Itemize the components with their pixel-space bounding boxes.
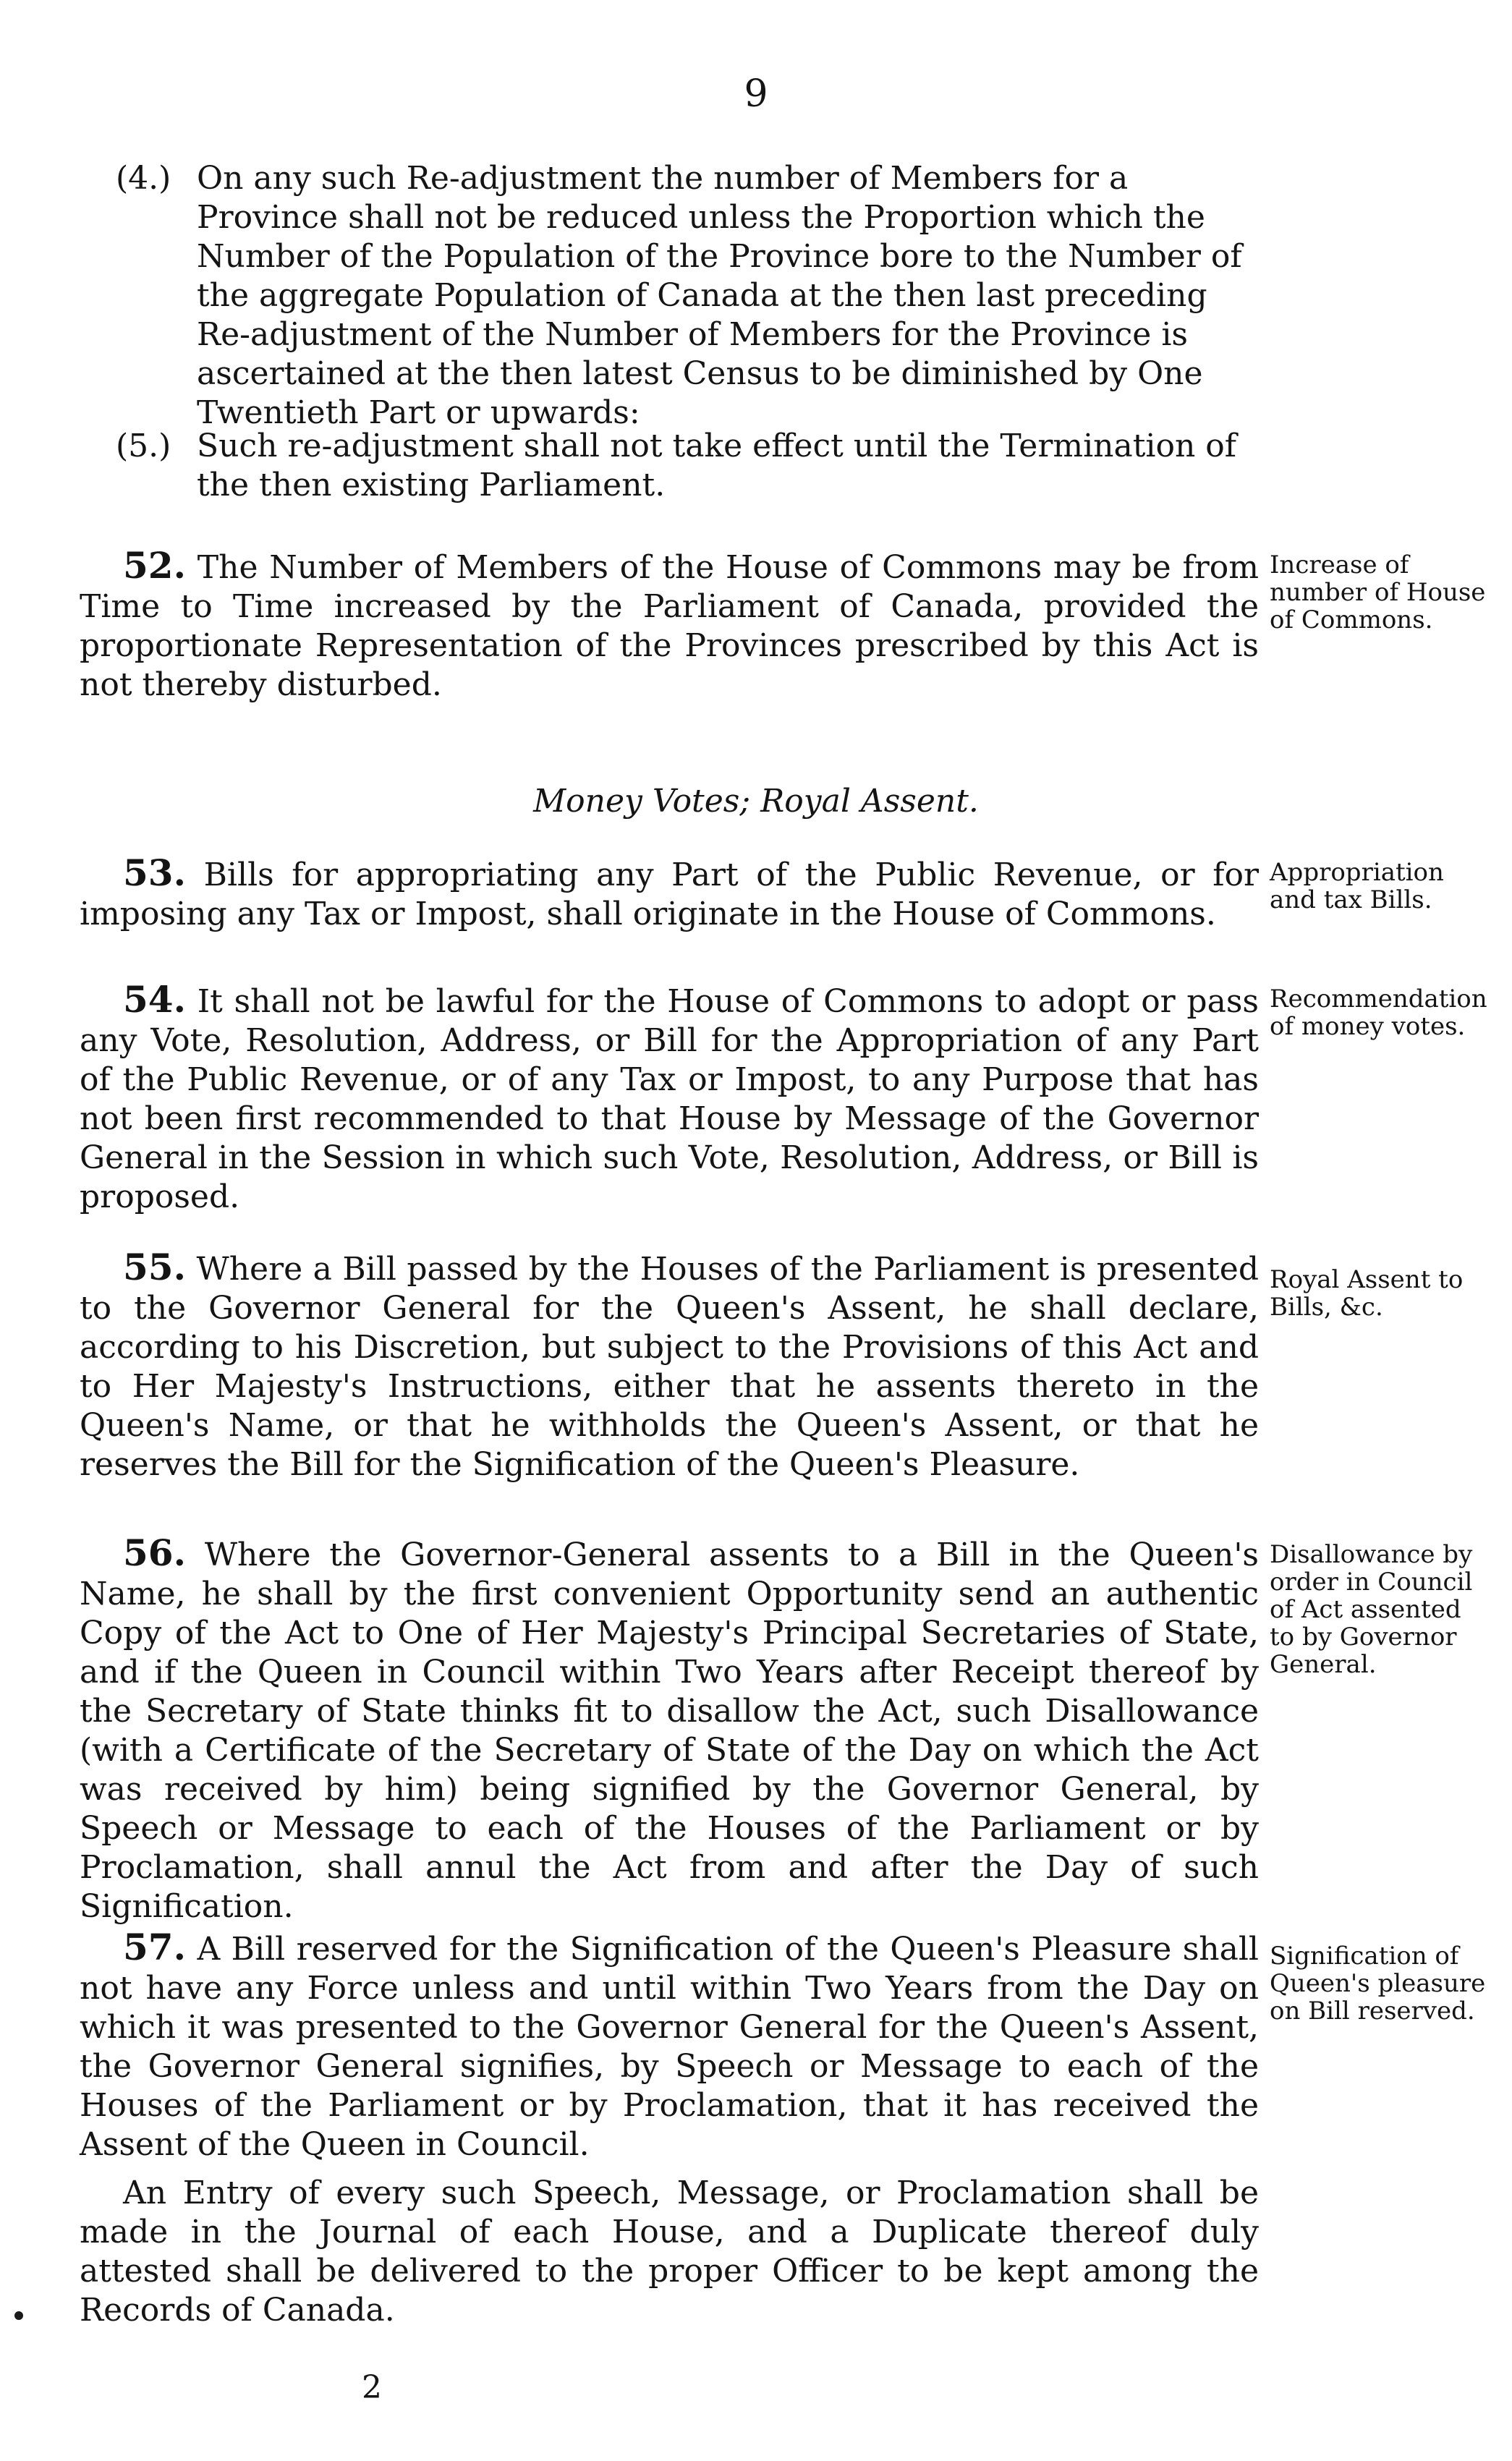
section-heading: Money Votes; Royal Assent. <box>533 783 979 820</box>
section-number: 57. <box>123 1926 186 1968</box>
marginal-note-55: Royal Assent to Bills, &c. <box>1270 1265 1464 1322</box>
closing-paragraph: An Entry of every such Speech, Message, or Proclamation shall be made in the Journal of each House, and a Duplicate thereof duly attested shall be delivered to the proper Officer to be kept among the Records of Canada. <box>80 2175 1259 2329</box>
section-number: 53. <box>123 851 186 894</box>
section-text: It shall not be lawful for the House of Commons to adopt or pass any Vote, Resolution, Address, or Bill for the Appropriation of any Part of the Public Revenue, or of any Tax or Impost, to any Purpose that has not been first recommended to that House by Message of the Governor General in the Session in which such Vote, Resolution, Address, or Bill is proposed. <box>80 983 1259 1215</box>
signature-mark: 2 <box>362 2369 382 2406</box>
margin-dot-mark <box>14 2311 23 2320</box>
page-number: 9 <box>744 72 768 116</box>
section-text: Where a Bill passed by the Houses of the Parliament is presented to the Governor General for the Queen's Assent, he shall declare, according to his Discretion, but subject to the Provisions of this Act and to Her Majesty's Instructions, either that he assents thereto in the Queen's Name, or that he withholds the Queen's Assent, or that he reserves the Bill for the Signification of the Queen's Pleasure. <box>80 1251 1259 1483</box>
section-57 <box>80 1928 1259 2164</box>
section-56 <box>80 1531 1259 1926</box>
marginal-note-57: Signification of Queen's pleasure on Bill reserved. <box>1270 1942 1486 2026</box>
section-number: 55. <box>123 1246 186 1288</box>
subsection-4 <box>116 159 1244 433</box>
subsection-text: Such re-adjustment shall not take effect until the Termination of the then existing Parliament. <box>197 428 1237 503</box>
section-text: Bills for appropriating any Part of the Public Revenue, or for imposing any Tax or Impost, shall originate in the House of Commons. <box>80 857 1260 932</box>
subsection-text: On any such Re-adjustment the number of Members for a Province shall not be reduced unless the Proportion which the Number of the Population of the Province bore to the Number of the aggregate Population of Canada at the then last preceding Re-adjustment of the Number of Members for the Province is ascertained at the then latest Census to be diminished by One Twentieth Part or upwards: <box>197 160 1242 431</box>
section-54 <box>80 980 1259 1217</box>
section-text: The Number of Members of the House of Commons may be from Time to Time increased by the Parliament of Canada, provided the proportionate Representation of the Provinces prescribed by this Act is not thereby disturbed. <box>80 549 1259 703</box>
section-52 <box>80 546 1259 705</box>
marginal-note-56: Disallowance by order in Council of Act assented to by Governor General. <box>1270 1540 1473 1679</box>
marginal-note-53: Appropriation and tax Bills. <box>1270 858 1444 914</box>
section-number: 52. <box>123 544 186 587</box>
section-text: Where the Governor-General assents to a Bill in the Queen's Name, he shall by the first convenient Opportunity send an authentic Copy of the Act to One of Her Majesty's Principal Secretaries of State, and if the Queen in Council within Two Years after Receipt thereof by the Secretary of State thinks fit to disallow the Act, such Disallowance (with a Certificate of the Secretary of State of the Day on which the Act was received by him) being signified by the Governor General, by Speech or Message to each of the Houses of the Parliament or by Proclamation, shall annul the Act from and after the Day of such Signification. <box>80 1536 1259 1925</box>
section-55 <box>80 1248 1259 1484</box>
section-text: A Bill reserved for the Signification of the Queen's Pleasure shall not have any Force unless and until within Two Years from the Day on which it was presented to the Governor General for the Queen's Assent, the Governor General signifies, by Speech or Message to each of the Houses of the Parliament or by Proclamation, that it has received the Assent of the Queen in Council. <box>80 1931 1259 2163</box>
marginal-note-52: Increase of number of House of Commons. <box>1270 551 1486 634</box>
marginal-note-54: Recommendation of money votes. <box>1270 985 1487 1041</box>
subsection-number: (4.) <box>116 160 171 197</box>
section-number: 56. <box>123 1531 186 1574</box>
subsection-number: (5.) <box>116 428 171 464</box>
subsection-5 <box>116 427 1244 505</box>
section-number: 54. <box>123 978 186 1021</box>
section-53 <box>80 851 1260 934</box>
